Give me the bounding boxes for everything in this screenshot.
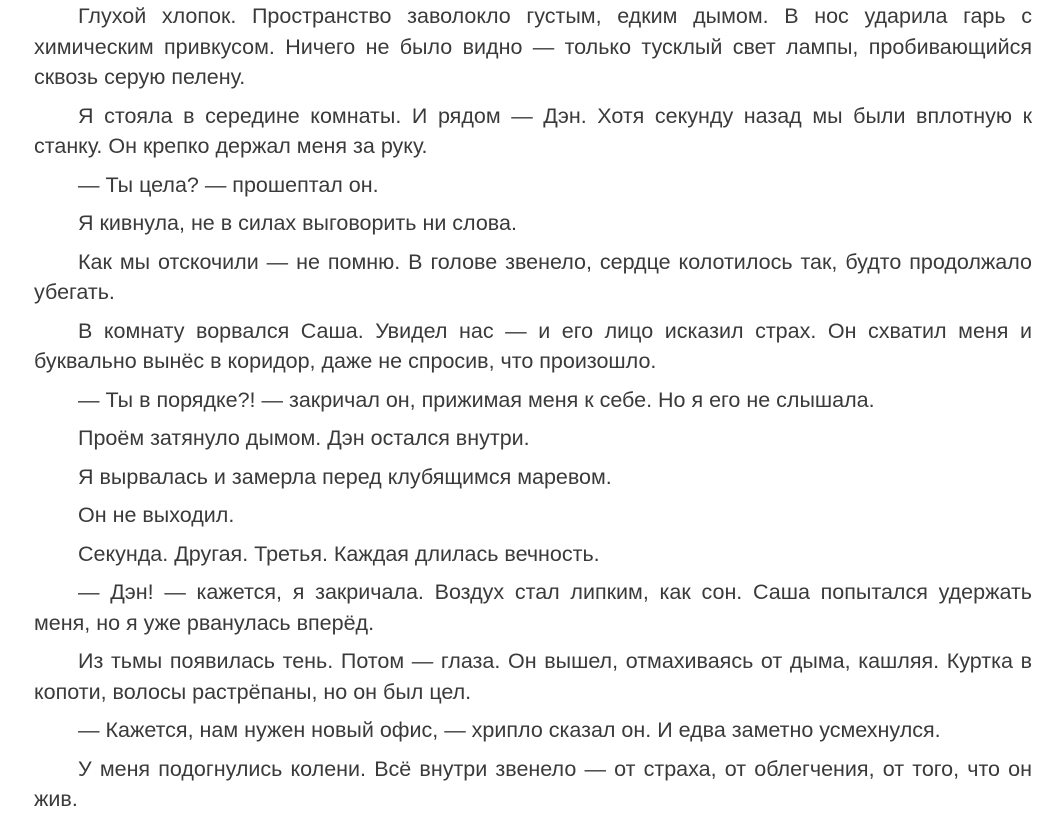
- paragraph-9: Я вырвалась и замерла перед клубящимся маревом.: [78, 464, 612, 489]
- paragraph-7: — Ты в порядке?! — закричал он, прижимая меня к себе. Но я его не слышала.: [78, 387, 875, 412]
- paragraph-4: Я кивнула, не в силах выговорить ни слова.: [78, 211, 517, 235]
- paragraph-3: — Ты цела? — прошептал он.: [78, 172, 379, 197]
- paragraph-14: — Кажется, нам нужен новый офис, — хрипло сказал он. И едва заметно усмехнулся.: [78, 718, 941, 742]
- paragraph-15: У меня подогнулись колени. Всё внутри звенело — от страха, от облегчения, от того, что он жив.: [34, 756, 1032, 811]
- paragraph-12: — Дэн! — кажется, я закричала. Воздух стал липким, как сон. Саша попытался удержать меня, но я уже рванулась вперёд.: [34, 580, 1032, 635]
- paragraph-8: Проём затянуло дымом. Дэн остался внутри.: [78, 426, 530, 450]
- paragraph-2: Я стояла в середине комнаты. И рядом — Дэн. Хотя секунду назад мы были вплотную к станку. Он крепко держал меня за руку.: [34, 103, 1032, 158]
- paragraph-5: Как мы отскочили — не помню. В голове звенело, сердце колотилось так, будто продолжало убегать.: [34, 249, 1032, 304]
- paragraph-10: Он не выходил.: [78, 503, 235, 527]
- paragraph-13: Из тьмы появилась тень. Потом — глаза. Он вышел, отмахиваясь от дыма, кашляя. Куртка в копоти, волосы растрёпаны, но он был цел.: [34, 649, 1032, 704]
- paragraph-11: Секунда. Другая. Третья. Каждая длилась вечность.: [78, 541, 600, 566]
- document-body: [34, 0, 1032, 823]
- paragraph-6: В комнату ворвался Саша. Увидел нас — и его лицо исказил страх. Он схватил меня и буквально вынёс в коридор, даже не спросив, что произошло.: [34, 318, 1032, 373]
- paragraph-1: Глухой хлопок. Пространство заволокло густым, едким дымом. В нос ударила гарь с химическим привкусом. Ничего не было видно — только тусклый свет лампы, пробивающийся сквозь серую пелену.: [34, 4, 1032, 89]
